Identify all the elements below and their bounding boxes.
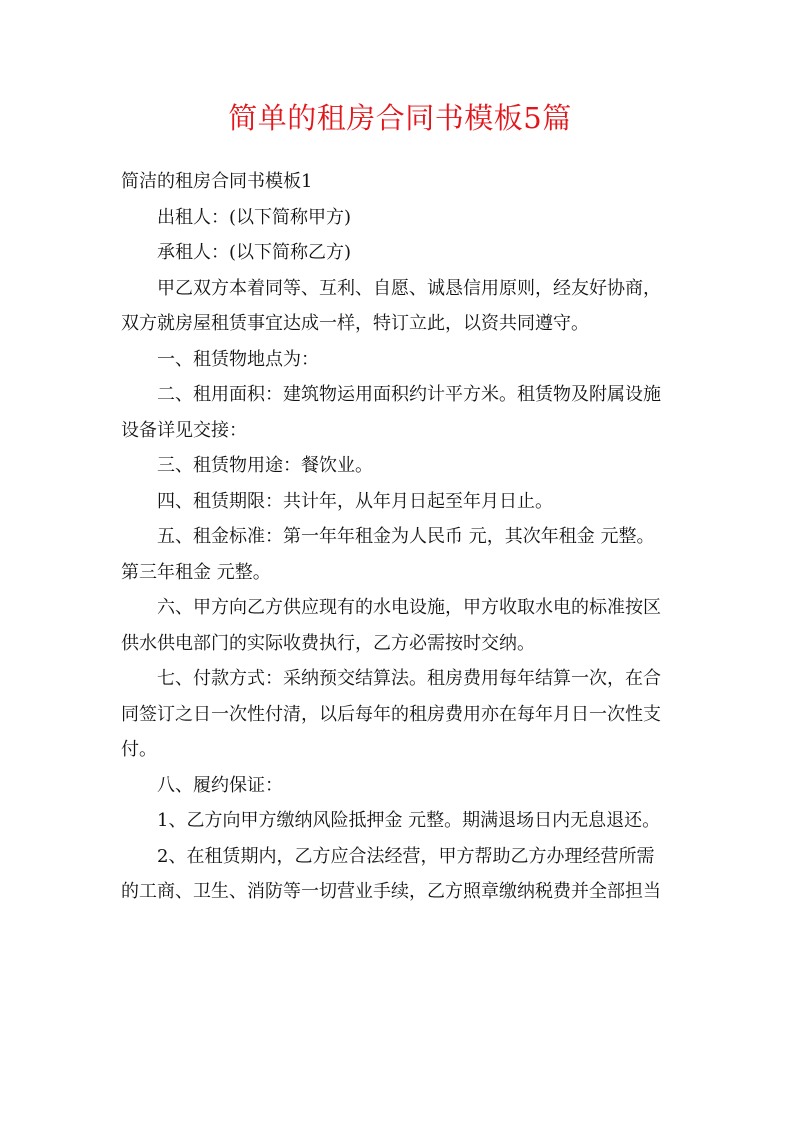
paragraph-line: 双方就房屋租赁事宜达成一样，特订立此，以资共同遵守。	[121, 313, 589, 334]
paragraph-line: 五、租金标准：第一年年租金为人民币 元，其次年租金 元整。	[157, 526, 655, 547]
paragraph-line: 出租人：(以下简称甲方)	[157, 206, 352, 228]
paragraph-line: 二、租用面积：建筑物运用面积约计平方米。租赁物及附属设施	[157, 384, 661, 405]
document-body	[121, 164, 691, 910]
clause-1-location	[121, 342, 691, 378]
clause-8-item-2	[121, 839, 691, 910]
paragraph-line: 六、甲方向乙方供应现有的水电设施，甲方收取水电的标准按区	[157, 597, 661, 618]
clause-8-guarantee	[121, 768, 691, 804]
clause-8-item-1	[121, 803, 691, 839]
paragraph-line: 三、租赁物用途：餐饮业。	[157, 455, 373, 476]
paragraph-line: 设备详见交接：	[121, 419, 247, 441]
section-heading	[121, 164, 691, 200]
paragraph-lessor	[121, 200, 691, 236]
paragraph-line: 四、租赁期限：共计年，从年月日起至年月日止。	[157, 490, 553, 512]
paragraph-line: 一、租赁物地点为：	[157, 348, 319, 370]
paragraph-line: 1、乙方向甲方缴纳风险抵押金 元整。期满退场日内无息退还。	[157, 810, 661, 831]
clause-3-purpose	[121, 448, 691, 484]
paragraph-line: 的工商、卫生、消防等一切营业手续，乙方照章缴纳税费并全部担当	[121, 881, 661, 902]
clause-5-rent	[121, 519, 691, 590]
clause-2-area	[121, 377, 691, 448]
paragraph-line: 第三年租金 元整。	[121, 561, 271, 583]
section-heading-text: 简洁的租房合同书模板1	[121, 171, 313, 192]
paragraph-lessee	[121, 235, 691, 271]
clause-7-payment	[121, 661, 691, 768]
paragraph-line: 同签订之日一次性付清，以后每年的租房费用亦在每年月日一次性支	[121, 703, 661, 725]
paragraph-line: 七、付款方式：采纳预交结算法。租房费用每年结算一次，在合	[157, 668, 661, 689]
clause-4-term	[121, 484, 691, 520]
paragraph-preamble	[121, 271, 691, 342]
clause-6-utilities	[121, 590, 691, 661]
paragraph-line: 付。	[121, 739, 157, 760]
paragraph-line: 甲乙双方本着同等、互利、自愿、诚恳信用原则，经友好协商，	[157, 277, 661, 299]
paragraph-line: 八、履约保证：	[157, 774, 283, 796]
paragraph-line: 2、在租赁期内，乙方应合法经营，甲方帮助乙方办理经营所需	[157, 845, 655, 867]
document-title: 简单的租房合同书模板5篇	[228, 101, 572, 135]
paragraph-line: 承租人：(以下简称乙方)	[157, 242, 352, 263]
paragraph-line: 供水供电部门的实际收费执行，乙方必需按时交纳。	[121, 632, 535, 654]
